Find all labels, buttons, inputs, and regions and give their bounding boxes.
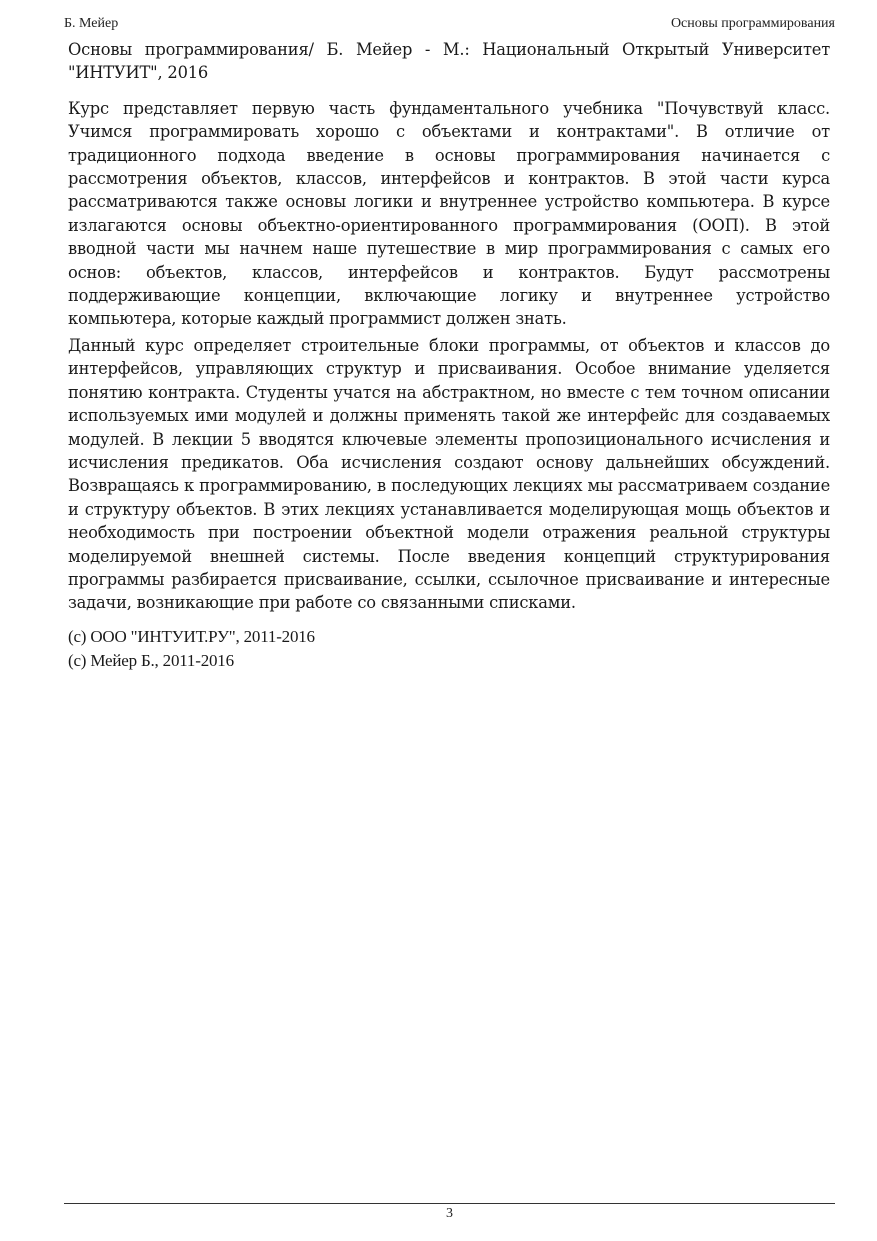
course-description-paragraph-2: Данный курс определяет строительные блоки программы, от объектов и классов до интерфейсов, управляющих структур и присваивания. Особое внимание уделяется понятию контракта. Студенты учатся на абстрактном, но вместе с тем точном описании используемых ими модулей и должны применять такой же интерфейс для создаваемых модулей. В лекции 5 вводятся ключевые элементы пропозиционального исчисления и исчисления предикатов. Оба исчисления создают основу дальнейших обсуждений. Возвращаясь к программированию, в последующих лекциях мы рассматриваем создание и структуру объектов. В этих лекциях устанавливается моделирующая мощь объектов и необходимость при построении объектной модели отражения реальной структуры моделируемой внешней системы. После введения концепций структурирования программы разбирается присваивание, ссылки, ссылочное присваивание и интересные задачи, возникающие при работе со связанными списками. [68,335,830,613]
copyright-line-1: (c) ООО "ИНТУИТ.РУ", 2011-2016 [68,626,315,646]
copyright-line-2: (c) Мейер Б., 2011-2016 [68,650,234,670]
course-description-paragraph-1: Курс представляет первую часть фундаментального учебника "Почувствуй класс. Учимся программировать хорошо с объектами и контрактами". В отличие от традиционного подхода введение в основы программирования начинается с рассмотрения объектов, классов, интерфейсов и контрактов. В этой части курса рассматриваются также основы логики и внутреннее устройство компьютера. В курсе излагаются основы объектно-ориентированного программирования (ООП). В этой вводной части мы начнем наше путешествие в мир программирования с самых его основ: объектов, классов, интерфейсов и контрактов. Будут рассмотрены поддерживающие концепции, включающие логику и внутреннее устройство компьютера, которые каждый программист должен знать. [68,98,830,329]
running-header [64,16,835,36]
footer-divider [64,1203,835,1204]
header-title: Основы программирования [670,16,835,31]
bibliographic-citation: Основы программирования/ Б. Мейер - М.: Национальный Открытый Университет "ИНТУИТ", 2016 [68,40,830,83]
header-author: Б. Мейер [64,16,119,31]
page-number: 3 [446,1206,453,1221]
page-content [68,38,830,673]
